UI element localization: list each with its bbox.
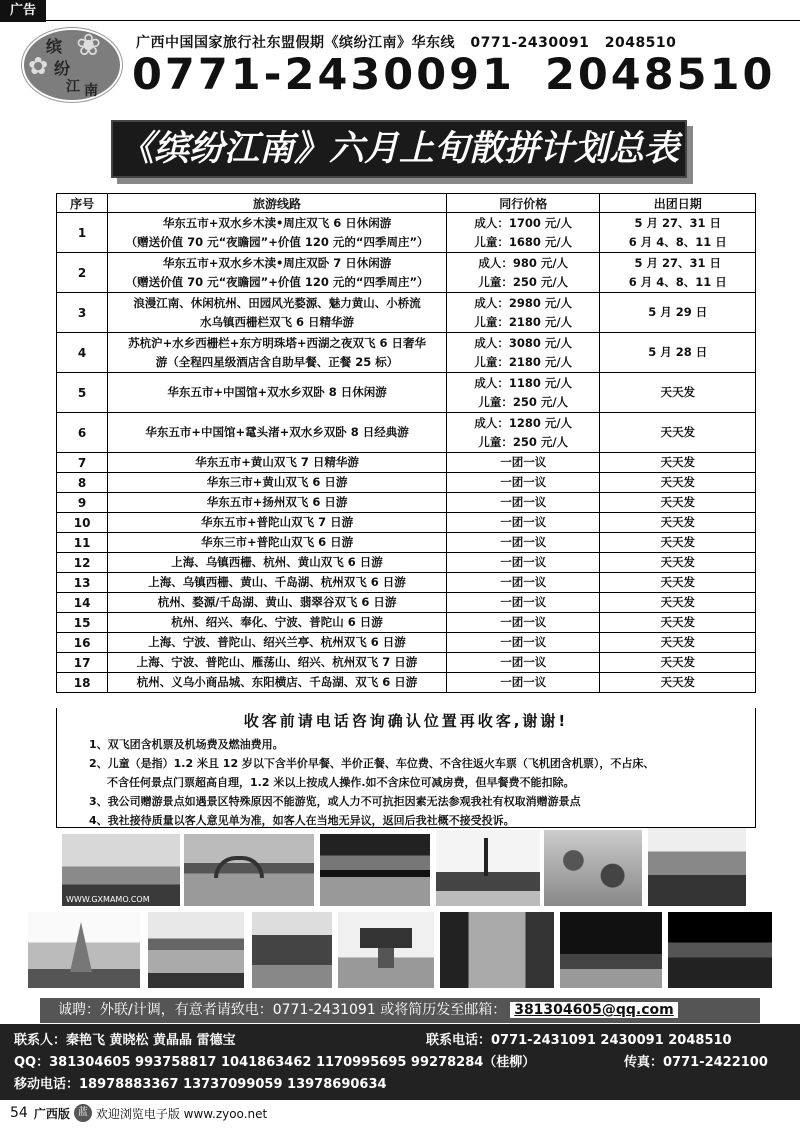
price-cell — [446, 333, 599, 373]
row-number: 4 — [57, 333, 108, 373]
contact-mobile: 移动电话：18978883367 13737099059 13978690634 — [14, 1077, 387, 1092]
route-cell — [108, 333, 447, 373]
route-cell — [108, 493, 447, 513]
date-cell — [600, 673, 756, 693]
photo-night-lanterns — [560, 912, 662, 988]
photo-caption: WWW.GXMAMO.COM — [66, 895, 150, 904]
date-cell — [600, 373, 756, 413]
row-number: 1 — [57, 213, 108, 253]
note-item: 不含任何景点门票超高自理，1.2 米以上按成人操作.如不含床位可减房费，但早餐费不能扣除。 — [107, 776, 575, 789]
route-cell — [108, 253, 447, 293]
route-cell-line: （赠送价值 70 元“夜瞻园”+价值 120 元的“四季周庄”） — [125, 274, 429, 289]
photo-bridge — [184, 834, 314, 906]
date-cell-line: 天天发 — [660, 385, 695, 399]
recruit-bar — [40, 998, 760, 1023]
big-phone-1: 0771-2430091 — [132, 50, 515, 100]
price-cell-line: 儿童：1680 元/人 — [474, 234, 573, 249]
route-cell-line: 华东三市+普陀山双飞 6 日游 — [200, 535, 354, 549]
price-cell-line: 成人：3080 元/人 — [474, 335, 573, 350]
note-item: 3、我公司赠游景点如遇景区特殊原因不能游览，或人力不可抗拒因素无法参观我社有权取消赠游景点 — [89, 795, 581, 808]
price-cell-line: 一团一议 — [500, 495, 547, 509]
price-cell-line: 儿童：2180 元/人 — [474, 314, 573, 329]
price-cell-line: 一团一议 — [500, 595, 547, 609]
logo-char: 江 — [66, 79, 80, 95]
date-cell — [600, 213, 756, 253]
route-cell — [108, 573, 447, 593]
logo — [22, 28, 122, 102]
date-cell — [600, 653, 756, 673]
price-cell — [446, 593, 599, 613]
price-cell-line: 一团一议 — [500, 535, 547, 549]
row-number: 18 — [57, 673, 108, 693]
route-cell — [108, 613, 447, 633]
row-number: 3 — [57, 293, 108, 333]
price-cell — [446, 213, 599, 253]
row-number: 16 — [57, 633, 108, 653]
route-cell-line: 杭州、婺源/千岛湖、黄山、翡翠谷双飞 6 日游 — [157, 595, 397, 609]
route-cell-line: 苏杭沪+水乡西栅栏+东方明珠塔+西湖之夜双飞 6 日奢华 — [128, 335, 427, 350]
tower-shape — [484, 838, 488, 876]
top-rule — [46, 20, 800, 21]
route-cell — [108, 593, 447, 613]
table-row — [57, 453, 756, 473]
contact-row — [14, 1030, 786, 1052]
note-item: 4、我社接待质量以客人意见单为准，如客人在当地无异议，返回后我社概不接受投诉。 — [89, 814, 515, 827]
photo-countryside — [62, 834, 180, 906]
pavilion-base — [378, 948, 394, 968]
table-row — [57, 493, 756, 513]
date-cell — [600, 493, 756, 513]
table-row — [57, 653, 756, 673]
price-cell-line: 成人：1280 元/人 — [474, 415, 573, 430]
date-cell-line: 天天发 — [660, 595, 695, 609]
table-row — [57, 253, 756, 293]
row-number: 2 — [57, 253, 108, 293]
logo-char: 缤 — [46, 37, 63, 56]
edition-badge-icon: 蓝 — [74, 1104, 92, 1122]
footer — [10, 1104, 267, 1122]
table-row — [57, 473, 756, 493]
date-cell-line: 6 月 4、8、11 日 — [628, 274, 727, 289]
price-cell-line: 一团一议 — [500, 655, 547, 669]
row-number: 5 — [57, 373, 108, 413]
agency-name: 广西中国国家旅行社东盟假期《缤纷江南》华东线 — [136, 35, 455, 51]
date-cell-line: 天天发 — [660, 615, 695, 629]
route-cell-line: 游（全程四星级酒店含自助早餐、正餐 25 标） — [155, 354, 399, 369]
route-cell-line: 华东五市+中国馆+双水乡双卧 8 日休闲游 — [167, 385, 387, 399]
price-cell — [446, 533, 599, 553]
website-link[interactable]: 欢迎浏览电子版 www.zyoo.net — [95, 1106, 268, 1121]
table-row — [57, 213, 756, 253]
price-cell-line: 儿童：2180 元/人 — [474, 354, 573, 369]
row-number: 13 — [57, 573, 108, 593]
photo-lake-islands — [544, 830, 642, 906]
date-cell — [600, 533, 756, 553]
route-cell — [108, 213, 447, 253]
price-cell — [446, 613, 599, 633]
table-row — [57, 333, 756, 373]
price-cell — [446, 553, 599, 573]
price-cell-line: 一团一议 — [500, 615, 547, 629]
price-cell-line: 一团一议 — [500, 555, 547, 569]
route-cell-line: 华东三市+黄山双飞 6 日游 — [206, 475, 348, 489]
notes-header: 收客前请电话咨询确认位置再收客,谢谢! — [243, 712, 569, 730]
table-row — [57, 413, 756, 453]
pavilion-top — [360, 928, 412, 948]
photo-shanghai-skyline — [436, 830, 540, 906]
route-cell-line: 华东五市+普陀山双飞 7 日游 — [200, 515, 354, 529]
photo-huangshan-pine — [648, 828, 746, 906]
price-cell-line: 一团一议 — [500, 475, 547, 489]
table-row — [57, 673, 756, 693]
table-header-row — [57, 194, 756, 213]
logo-char: 南 — [84, 83, 98, 99]
photo-night-river — [668, 912, 772, 988]
col-header-date: 出团日期 — [600, 194, 756, 213]
contact-block — [0, 1024, 800, 1100]
route-cell-line: 上海、宁波、普陀山、雁荡山、绍兴、杭州双飞 7 日游 — [136, 655, 418, 669]
date-cell — [600, 333, 756, 373]
flower-icon: ❀ — [76, 28, 102, 63]
route-cell-line: 华东五市+黄山双飞 7 日精华游 — [195, 455, 359, 469]
photo-watertown-night — [320, 834, 430, 906]
photo-china-pavilion — [338, 912, 434, 988]
big-phone — [132, 50, 775, 100]
date-cell — [600, 473, 756, 493]
logo-char: 纷 — [54, 59, 71, 78]
date-cell-line: 天天发 — [660, 655, 695, 669]
date-cell-line: 5 月 28 日 — [648, 345, 708, 359]
route-cell-line: 水乌镇西栅栏双飞 6 日精华游 — [200, 314, 355, 329]
ad-tag: 广告 — [0, 0, 46, 22]
bridge-arch — [214, 856, 264, 878]
route-cell — [108, 673, 447, 693]
route-cell — [108, 373, 447, 413]
row-number: 14 — [57, 593, 108, 613]
price-cell-line: 一团一议 — [500, 675, 547, 689]
table-row — [57, 533, 756, 553]
agency-line — [136, 32, 676, 52]
route-cell-line: 杭州、义乌小商品城、东阳横店、千岛湖、双飞 6 日游 — [136, 675, 418, 689]
photo-canal — [440, 912, 554, 988]
date-cell-line: 天天发 — [660, 675, 695, 689]
route-cell — [108, 633, 447, 653]
route-cell-line: 上海、乌镇西栅、杭州、黄山双飞 6 日游 — [171, 555, 383, 569]
route-cell — [108, 553, 447, 573]
price-cell — [446, 673, 599, 693]
col-header-price: 同行价格 — [446, 194, 599, 213]
contact-fax: 传真：0771-2422100 — [624, 1055, 768, 1070]
table-row — [57, 513, 756, 533]
date-cell-line: 天天发 — [660, 425, 695, 439]
date-cell — [600, 513, 756, 533]
row-number: 7 — [57, 453, 108, 473]
route-cell-line: 杭州、绍兴、奉化、宁波、普陀山 6 日游 — [171, 615, 383, 629]
date-cell — [600, 633, 756, 653]
price-cell — [446, 473, 599, 493]
price-cell — [446, 253, 599, 293]
route-cell-line: 上海、乌镇西栅、黄山、千岛湖、杭州双飞 6 日游 — [148, 575, 406, 589]
date-cell-line: 天天发 — [660, 455, 695, 469]
note-item: 1、双飞团含机票及机场费及燃油费用。 — [89, 738, 284, 751]
route-cell — [108, 473, 447, 493]
photo-west-lake — [148, 912, 244, 988]
row-number: 15 — [57, 613, 108, 633]
row-number: 17 — [57, 653, 108, 673]
row-number: 10 — [57, 513, 108, 533]
routes-table — [56, 193, 756, 693]
route-cell-line: 华东五市+双水乡木渎•周庄双卧 7 日休闲游 — [162, 255, 392, 270]
phone-small-1: 0771-2430091 — [470, 35, 590, 51]
row-number: 8 — [57, 473, 108, 493]
date-cell — [600, 293, 756, 333]
fountain-shape — [70, 922, 92, 972]
page-number: 54 — [10, 1105, 28, 1121]
date-cell — [600, 593, 756, 613]
route-cell — [108, 513, 447, 533]
date-cell-line: 天天发 — [660, 495, 695, 509]
table-row — [57, 633, 756, 653]
note-item: 2、儿童（是指）1.2 米且 12 岁以下含半价早餐、半价正餐、车位费、不含往返火车票（飞机团含机票），不占床、 — [89, 757, 655, 770]
col-header-route: 旅游线路 — [108, 194, 447, 213]
price-cell-line: 成人：2980 元/人 — [474, 295, 573, 310]
price-cell-line: 儿童：250 元/人 — [478, 434, 569, 449]
contact-phones: 联系电话：0771-2431091 2430091 2048510 — [426, 1033, 732, 1048]
date-cell — [600, 573, 756, 593]
date-cell — [600, 453, 756, 473]
price-cell-line: 成人：980 元/人 — [478, 255, 569, 270]
date-cell — [600, 413, 756, 453]
date-cell-line: 天天发 — [660, 515, 695, 529]
route-cell-line: 上海、宁波、普陀山、绍兴兰亭、杭州双飞 6 日游 — [148, 635, 406, 649]
table-row — [57, 593, 756, 613]
route-cell-line: 浪漫江南、休闲杭州、田园风光婺源、魅力黄山、小桥流 — [133, 295, 421, 310]
row-number: 11 — [57, 533, 108, 553]
price-cell-line: 一团一议 — [500, 455, 547, 469]
price-cell — [446, 633, 599, 653]
contact-qq: QQ：381304605 993758817 1041863462 1170995695 99278284（桂柳） — [14, 1055, 536, 1070]
date-cell — [600, 253, 756, 293]
contact-row — [14, 1052, 786, 1074]
price-cell — [446, 373, 599, 413]
date-cell-line: 天天发 — [660, 475, 695, 489]
price-cell-line: 一团一议 — [500, 575, 547, 589]
price-cell — [446, 653, 599, 673]
table-row — [57, 553, 756, 573]
route-cell-line: 华东五市+中国馆+鼋头渚+双水乡双卧 8 日经典游 — [145, 425, 409, 439]
date-cell-line: 天天发 — [660, 555, 695, 569]
table-row — [57, 573, 756, 593]
table-row — [57, 613, 756, 633]
col-header-no: 序号 — [57, 194, 108, 213]
price-cell-line: 儿童：250 元/人 — [478, 394, 569, 409]
date-cell-line: 6 月 4、8、11 日 — [628, 234, 727, 249]
flower-icon: ✿ — [28, 52, 49, 80]
big-phone-2: 2048510 — [544, 50, 776, 100]
route-cell-line: 华东五市+扬州双飞 6 日游 — [206, 495, 348, 509]
recruit-text: 诚聘：外联/计调，有意者请致电：0771-2431091 或将简历发至邮箱： — [58, 1002, 507, 1018]
route-cell — [108, 293, 447, 333]
price-cell-line: 成人：1700 元/人 — [474, 215, 573, 230]
price-cell — [446, 573, 599, 593]
contact-row — [14, 1074, 786, 1096]
route-cell — [108, 533, 447, 553]
row-number: 12 — [57, 553, 108, 573]
edition-label: 广西版 — [33, 1106, 70, 1121]
recruit-email-link[interactable]: 381304605@qq.com — [510, 1002, 678, 1018]
photo-fountain — [28, 912, 140, 988]
date-cell-line: 5 月 29 日 — [648, 305, 708, 319]
row-number: 6 — [57, 413, 108, 453]
contact-persons: 联系人：秦艳飞 黄晓松 黄晶晶 雷德宝 — [14, 1033, 236, 1048]
date-cell — [600, 553, 756, 573]
price-cell-line: 一团一议 — [500, 515, 547, 529]
row-number: 9 — [57, 493, 108, 513]
photo-pavilion — [252, 912, 332, 988]
date-cell-line: 5 月 27、31 日 — [634, 215, 721, 230]
date-cell-line: 天天发 — [660, 635, 695, 649]
price-cell — [446, 513, 599, 533]
price-cell — [446, 493, 599, 513]
notes-box — [56, 708, 756, 828]
route-cell-line: 华东五市+双水乡木渎•周庄双飞 6 日休闲游 — [162, 215, 392, 230]
date-cell — [600, 613, 756, 633]
price-cell — [446, 453, 599, 473]
table-row — [57, 373, 756, 413]
route-cell — [108, 653, 447, 673]
route-cell — [108, 413, 447, 453]
date-cell-line: 天天发 — [660, 575, 695, 589]
route-cell — [108, 453, 447, 473]
price-cell — [446, 293, 599, 333]
price-cell — [446, 413, 599, 453]
date-cell-line: 5 月 27、31 日 — [634, 255, 721, 270]
date-cell-line: 天天发 — [660, 535, 695, 549]
table-row — [57, 293, 756, 333]
banner-title: 《缤纷江南》六月上旬散拼计划总表 — [111, 120, 687, 178]
price-cell-line: 一团一议 — [500, 635, 547, 649]
phone-small-2: 2048510 — [604, 35, 677, 51]
route-cell-line: （赠送价值 70 元“夜瞻园”+价值 120 元的“四季周庄”） — [125, 234, 429, 249]
price-cell-line: 儿童：250 元/人 — [478, 274, 569, 289]
price-cell-line: 成人：1180 元/人 — [474, 375, 573, 390]
